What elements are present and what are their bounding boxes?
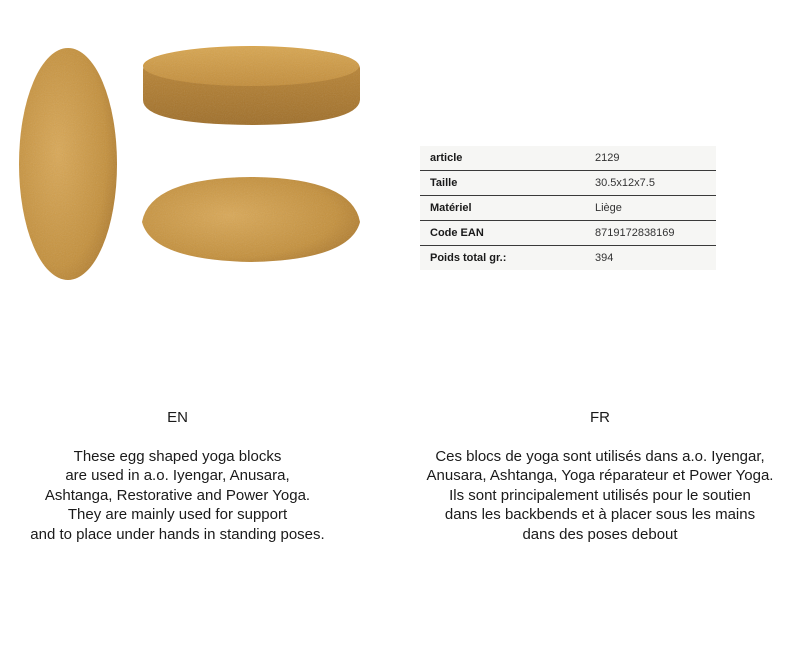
spec-row — [420, 171, 716, 196]
spec-label: Matériel — [420, 196, 585, 221]
description-line: and to place under hands in standing poses. — [30, 525, 325, 543]
description-line: These egg shaped yoga blocks — [73, 447, 282, 465]
spec-row — [420, 146, 716, 171]
description-line: Ashtanga, Restorative and Power Yoga. — [44, 486, 311, 504]
description-line: They are mainly used for support — [67, 506, 288, 523]
english-description — [15, 408, 340, 544]
description-line: Ces blocs de yoga sont utilisés dans a.o. Iyengar, — [435, 447, 765, 465]
block-top-view — [142, 177, 360, 262]
spec-value: 2129 — [585, 146, 716, 171]
spec-value: 30.5x12x7.5 — [585, 171, 716, 196]
block-side-view — [143, 46, 360, 125]
spec-value: Liège — [585, 196, 716, 221]
spec-row — [420, 221, 716, 246]
spec-label: Code EAN — [420, 221, 585, 246]
description-line: Ils sont principalement utilisés pour le soutien — [449, 486, 751, 504]
product-photo — [0, 0, 400, 330]
spec-table — [420, 146, 716, 270]
spec-label: Poids total gr.: — [430, 252, 507, 264]
spec-value: 8719172838169 — [585, 221, 716, 246]
french-description — [420, 408, 780, 544]
language-heading-en: EN — [167, 409, 188, 426]
block-vertical — [19, 48, 117, 280]
spec-row — [420, 246, 716, 271]
description-line: dans des poses debout — [522, 525, 678, 543]
description-line: are used in a.o. Iyengar, Anusara, — [65, 467, 290, 484]
description-line: dans les backbends et à placer sous les mains — [444, 506, 756, 523]
spec-label: Taille — [420, 171, 585, 196]
language-heading-fr: FR — [590, 409, 610, 426]
spec-label: article — [420, 146, 585, 171]
spec-value: 394 — [595, 252, 614, 264]
description-line: Anusara, Ashtanga, Yoga réparateur et Power Yoga. — [426, 467, 774, 484]
spec-row — [420, 196, 716, 221]
